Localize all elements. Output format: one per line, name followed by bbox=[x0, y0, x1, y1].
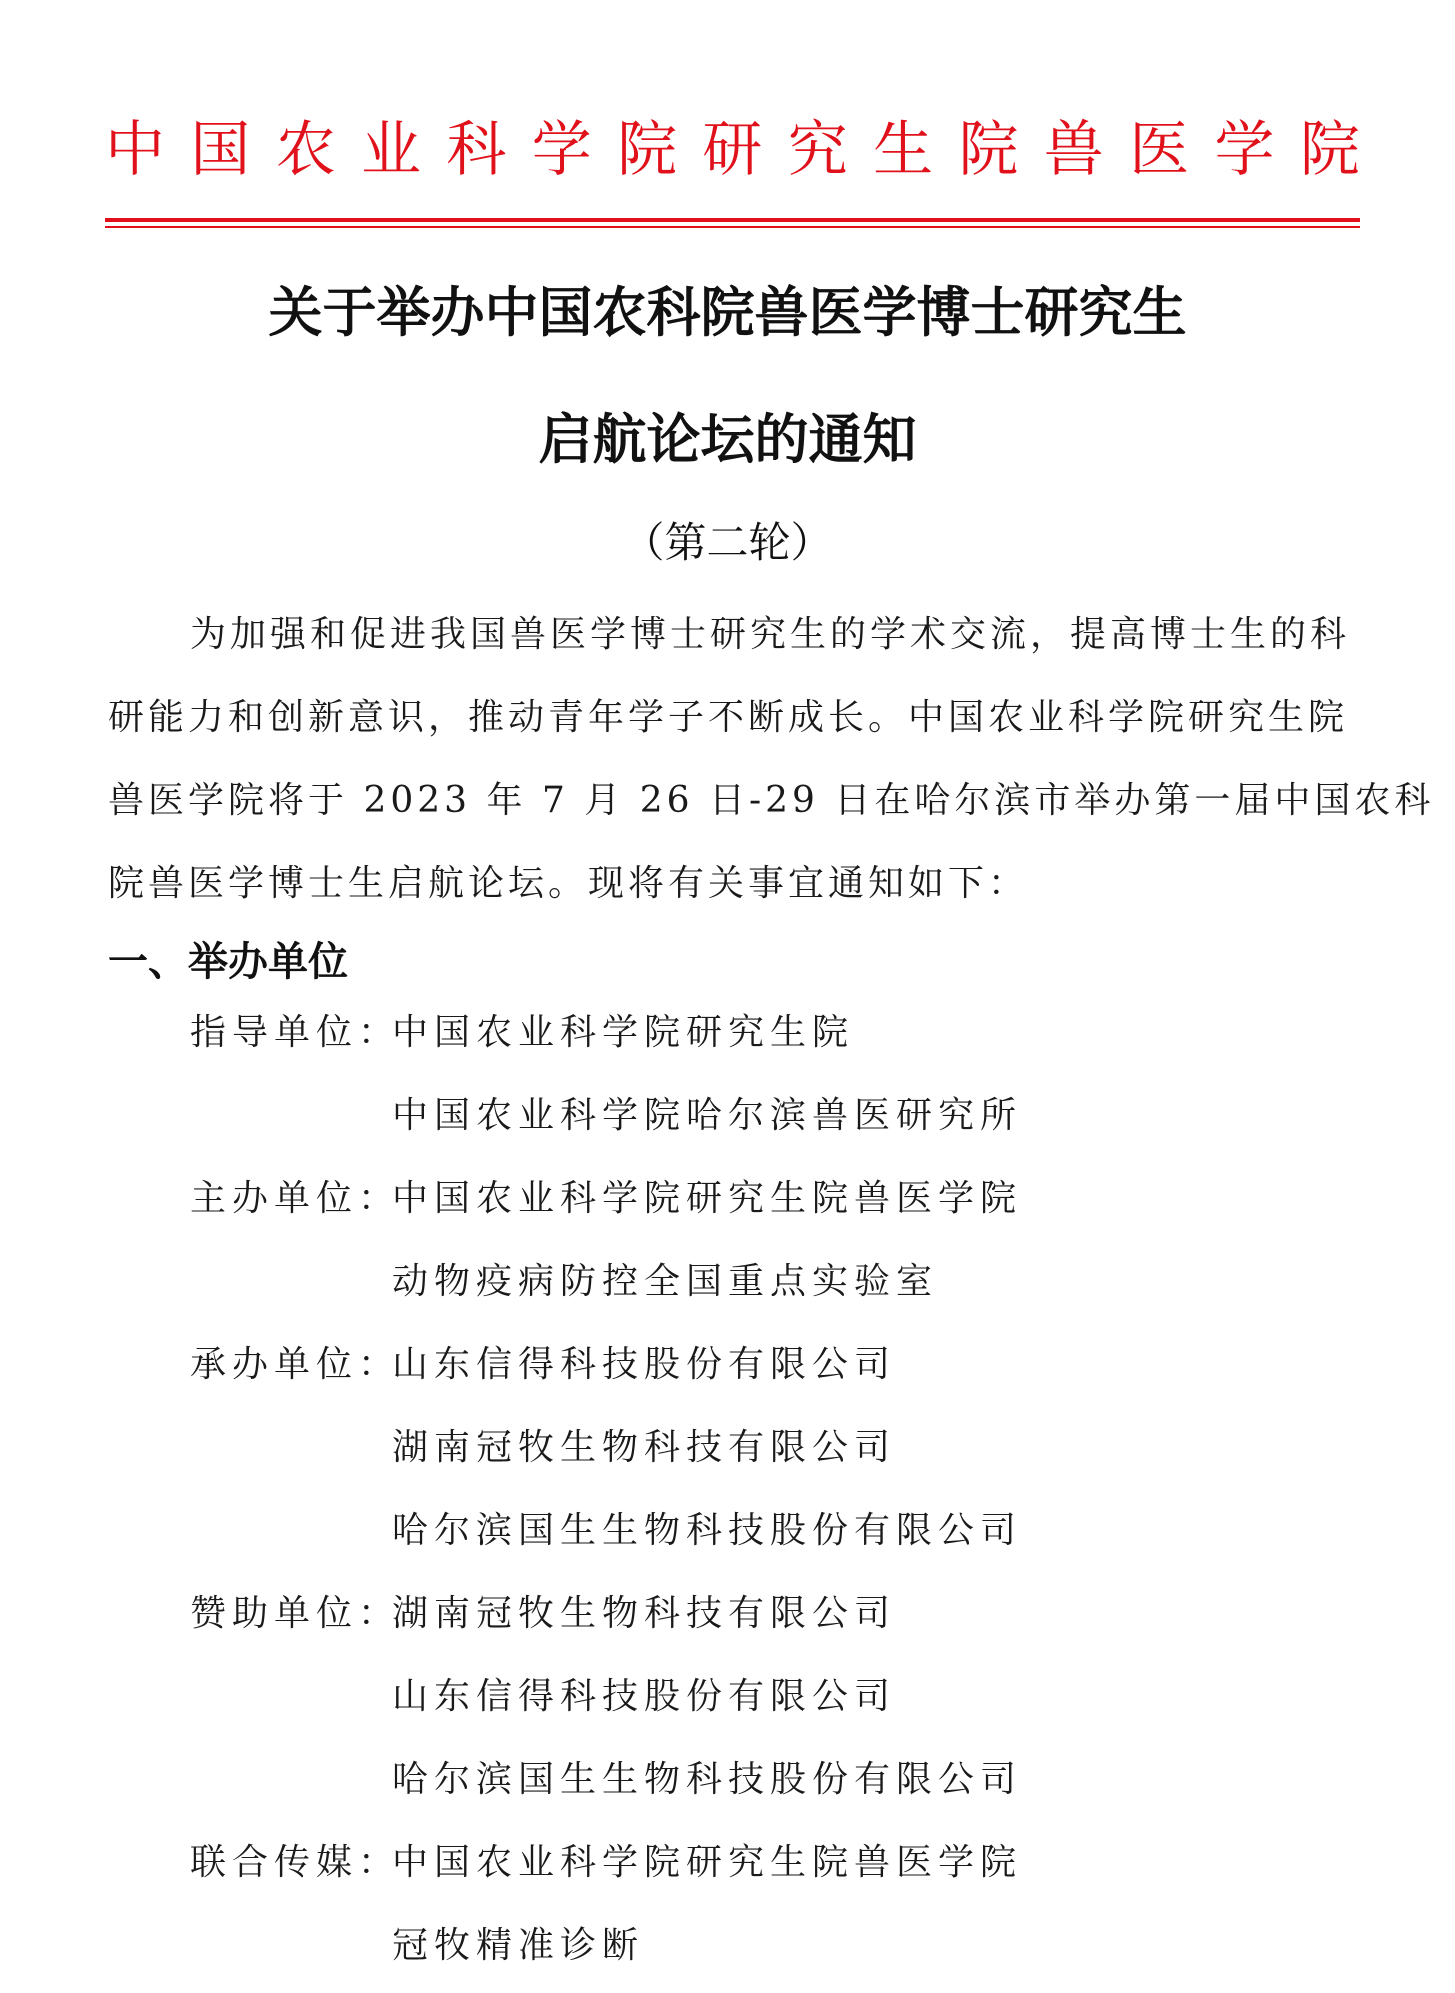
masthead-char: 院 bbox=[1299, 115, 1360, 185]
masthead-char: 业 bbox=[361, 115, 422, 185]
intro-line: 院兽医学博士生启航论坛。现将有关事宜通知如下： bbox=[108, 863, 1029, 904]
org-label-organizer: 承办单位： bbox=[190, 1344, 401, 1385]
masthead-char: 生 bbox=[873, 115, 934, 185]
org-value: 动物疫病防控全国重点实验室 bbox=[392, 1261, 939, 1302]
masthead-char: 院 bbox=[617, 115, 678, 185]
masthead-char: 国 bbox=[190, 115, 251, 185]
document-title-line-2: 启航论坛的通知 bbox=[538, 408, 917, 471]
masthead-char: 兽 bbox=[1043, 115, 1104, 185]
masthead-char: 究 bbox=[787, 115, 848, 185]
org-label-guidance: 指导单位： bbox=[190, 1012, 401, 1053]
org-value: 中国农业科学院研究生院兽医学院 bbox=[392, 1842, 1023, 1883]
org-label-host: 主办单位： bbox=[190, 1178, 401, 1219]
intro-line: 研能力和创新意识，推动青年学子不断成长。中国农业科学院研究生院 bbox=[108, 697, 1349, 738]
institution-masthead bbox=[105, 108, 1360, 192]
org-value: 哈尔滨国生生物科技股份有限公司 bbox=[392, 1759, 1023, 1800]
masthead-char: 科 bbox=[446, 115, 507, 185]
intro-line: 为加强和促进我国兽医学博士研究生的学术交流，提高博士生的科 bbox=[190, 614, 1351, 655]
masthead-char: 农 bbox=[275, 115, 336, 185]
org-value: 冠牧精准诊断 bbox=[392, 1925, 645, 1966]
org-value: 中国农业科学院研究生院兽医学院 bbox=[392, 1178, 1023, 1219]
org-value: 山东信得科技股份有限公司 bbox=[392, 1676, 897, 1717]
org-value: 中国农业科学院研究生院 bbox=[392, 1012, 855, 1053]
round-subtitle: （第二轮） bbox=[622, 518, 833, 567]
org-label-sponsor: 赞助单位： bbox=[190, 1593, 401, 1634]
header-divider-thin bbox=[105, 226, 1360, 228]
masthead-char: 学 bbox=[531, 115, 592, 185]
document-title-line-1: 关于举办中国农科院兽医学博士研究生 bbox=[268, 281, 1187, 344]
org-value: 山东信得科技股份有限公司 bbox=[392, 1344, 897, 1385]
org-label-media: 联合传媒： bbox=[190, 1842, 401, 1883]
masthead-char: 研 bbox=[702, 115, 763, 185]
masthead-char: 中 bbox=[105, 115, 165, 185]
org-value: 湖南冠牧生物科技有限公司 bbox=[392, 1427, 897, 1468]
org-value: 哈尔滨国生生物科技股份有限公司 bbox=[392, 1510, 1023, 1551]
section-heading-organizers: 一、举办单位 bbox=[108, 939, 348, 985]
header-divider-thick bbox=[105, 218, 1360, 222]
masthead-char: 学 bbox=[1214, 115, 1275, 185]
masthead-char: 院 bbox=[958, 115, 1019, 185]
masthead-char: 医 bbox=[1129, 115, 1190, 185]
org-value: 湖南冠牧生物科技有限公司 bbox=[392, 1593, 897, 1634]
intro-line: 兽医学院将于 2023 年 7 月 26 日-29 日在哈尔滨市举办第一届中国农科 bbox=[108, 780, 1435, 821]
org-value: 中国农业科学院哈尔滨兽医研究所 bbox=[392, 1095, 1023, 1136]
